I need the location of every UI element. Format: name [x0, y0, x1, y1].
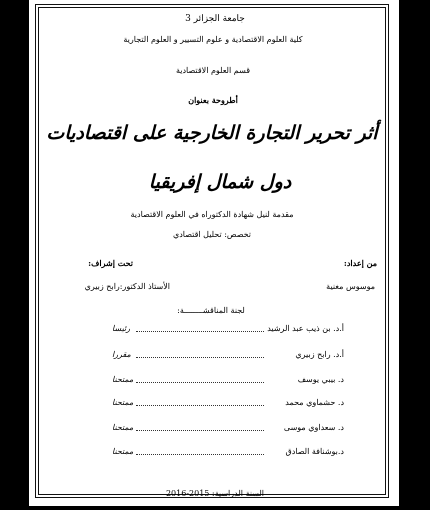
supervised-by-label: تحت إشراف:: [88, 258, 133, 268]
committee-member: [112, 422, 344, 434]
member-name: د. بيبي يوسف: [297, 375, 344, 384]
academic-year: السنة الدراسية: 2015-2016: [165, 489, 265, 498]
department-name: قسم العلوم الاقتصادية: [175, 66, 251, 75]
committee-member: [112, 397, 344, 409]
dotted-leader: [136, 430, 264, 431]
member-role: رئيسا: [112, 324, 131, 333]
committee-member: [112, 323, 344, 335]
committee-member: [112, 446, 344, 458]
member-role: مقررا: [112, 350, 131, 359]
member-name: أ.د. رابح زبيري: [295, 350, 344, 359]
dotted-leader: [136, 357, 264, 358]
prepared-by-label: من إعداد:: [343, 258, 377, 268]
dotted-leader: [136, 405, 264, 406]
member-name: أ.د. بن ذيب عبد الرشيد: [267, 324, 344, 333]
member-role: ممتحنا: [112, 398, 134, 407]
committee-label: لجنة المناقشــــــــة:: [177, 306, 245, 315]
thesis-label: أطروحة بعنوان: [188, 95, 238, 105]
supervisor-name: الأستاذ الدكتور:رابح زبيري: [84, 282, 170, 291]
committee-member: [112, 374, 344, 386]
faculty-name: كلية العلوم الاقتصادية و علوم التسيير و العلوم التجارية: [123, 35, 303, 44]
specialty: تخصص: تحليل اقتصادي: [172, 230, 252, 239]
dotted-leader: [136, 382, 264, 383]
committee-member: [112, 349, 344, 361]
dotted-leader: [136, 454, 264, 455]
member-role: ممتحنا: [112, 423, 134, 432]
thesis-title-line-1: أثر تحرير التجارة الخارجية على اقتصاديات: [46, 122, 378, 144]
dotted-leader: [136, 331, 264, 332]
university-name: جامعة الجزائر 3: [185, 14, 245, 24]
member-role: ممتحنا: [112, 447, 134, 456]
thesis-title-line-2: دول شمال إفريقيا: [148, 171, 292, 193]
member-name: د.بوشنافة الصادق: [285, 447, 344, 456]
preparer-name: موسوس مغنية: [326, 282, 375, 291]
submission-statement: مقدمة لنيل شهادة الدكتوراه في العلوم الاقتصادية: [130, 210, 294, 219]
member-name: د. حشماوي محمد: [285, 398, 344, 407]
member-role: ممتحنا: [112, 375, 134, 384]
member-name: د. سعداوي موسى: [283, 423, 344, 432]
